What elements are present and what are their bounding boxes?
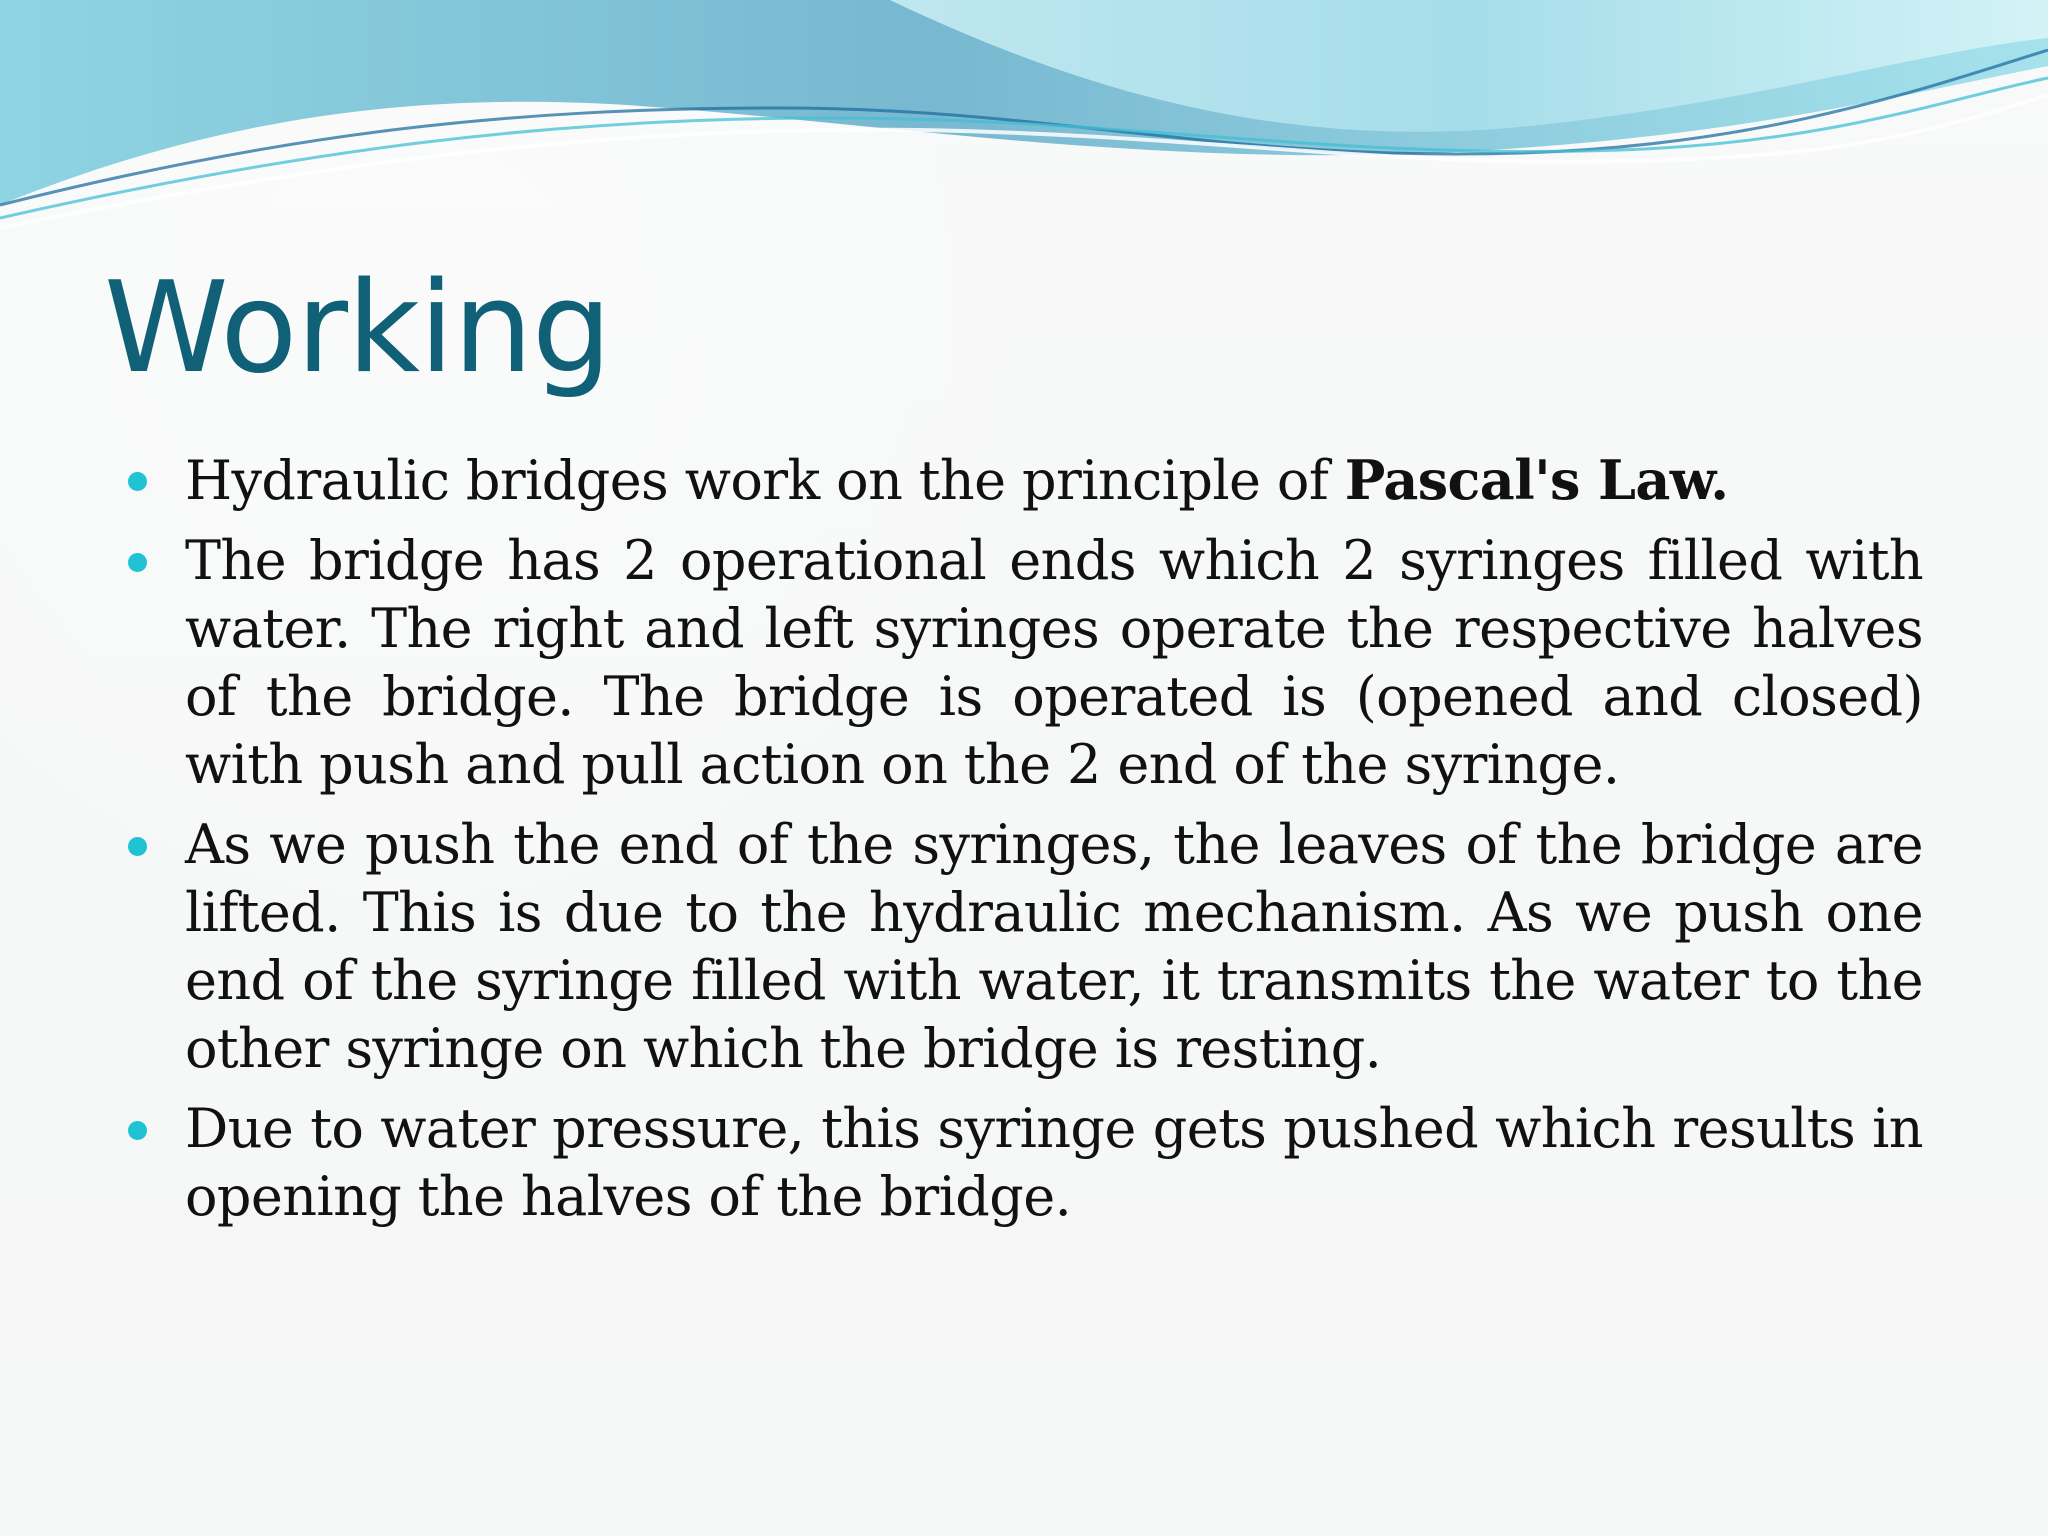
bullet-text: As we push the end of the syringes, the leaves of the bridge are lifted. This is due to the hydraulic mechanism. As we push one end of the syringe filled with water, it transmits the water to the other syringe on which the bridge is resting. — [185, 813, 1923, 1080]
bullet-text: Due to water pressure, this syringe gets pushed which results in opening the halves of the bridge. — [185, 1097, 1923, 1228]
bullet-item-operational-ends — [125, 527, 1923, 799]
bold-law-text: Pascal's Law. — [1344, 448, 1729, 512]
bullet-dot-icon — [128, 553, 147, 572]
bullet-dot-icon — [128, 472, 147, 491]
decorative-wave-header — [0, 0, 2048, 250]
slide-title: Working — [104, 254, 611, 401]
bullet-list — [125, 446, 1923, 1243]
bullet-item-hydraulic-mechanism — [125, 811, 1923, 1083]
bullet-dot-icon — [128, 837, 147, 856]
bullet-item-pascal-law — [125, 446, 1923, 515]
bullet-dot-icon — [128, 1121, 147, 1140]
bullet-item-water-pressure — [125, 1095, 1923, 1231]
bullet-text: The bridge has 2 operational ends which 2 syringes filled with water. The right and left syringes operate the respective halves of the bridge. The bridge is operated is (opened and closed) with push and pull action on the 2 end of the syringe. — [185, 529, 1923, 796]
bullet-text: Hydraulic bridges work on the principle of — [185, 449, 1345, 512]
